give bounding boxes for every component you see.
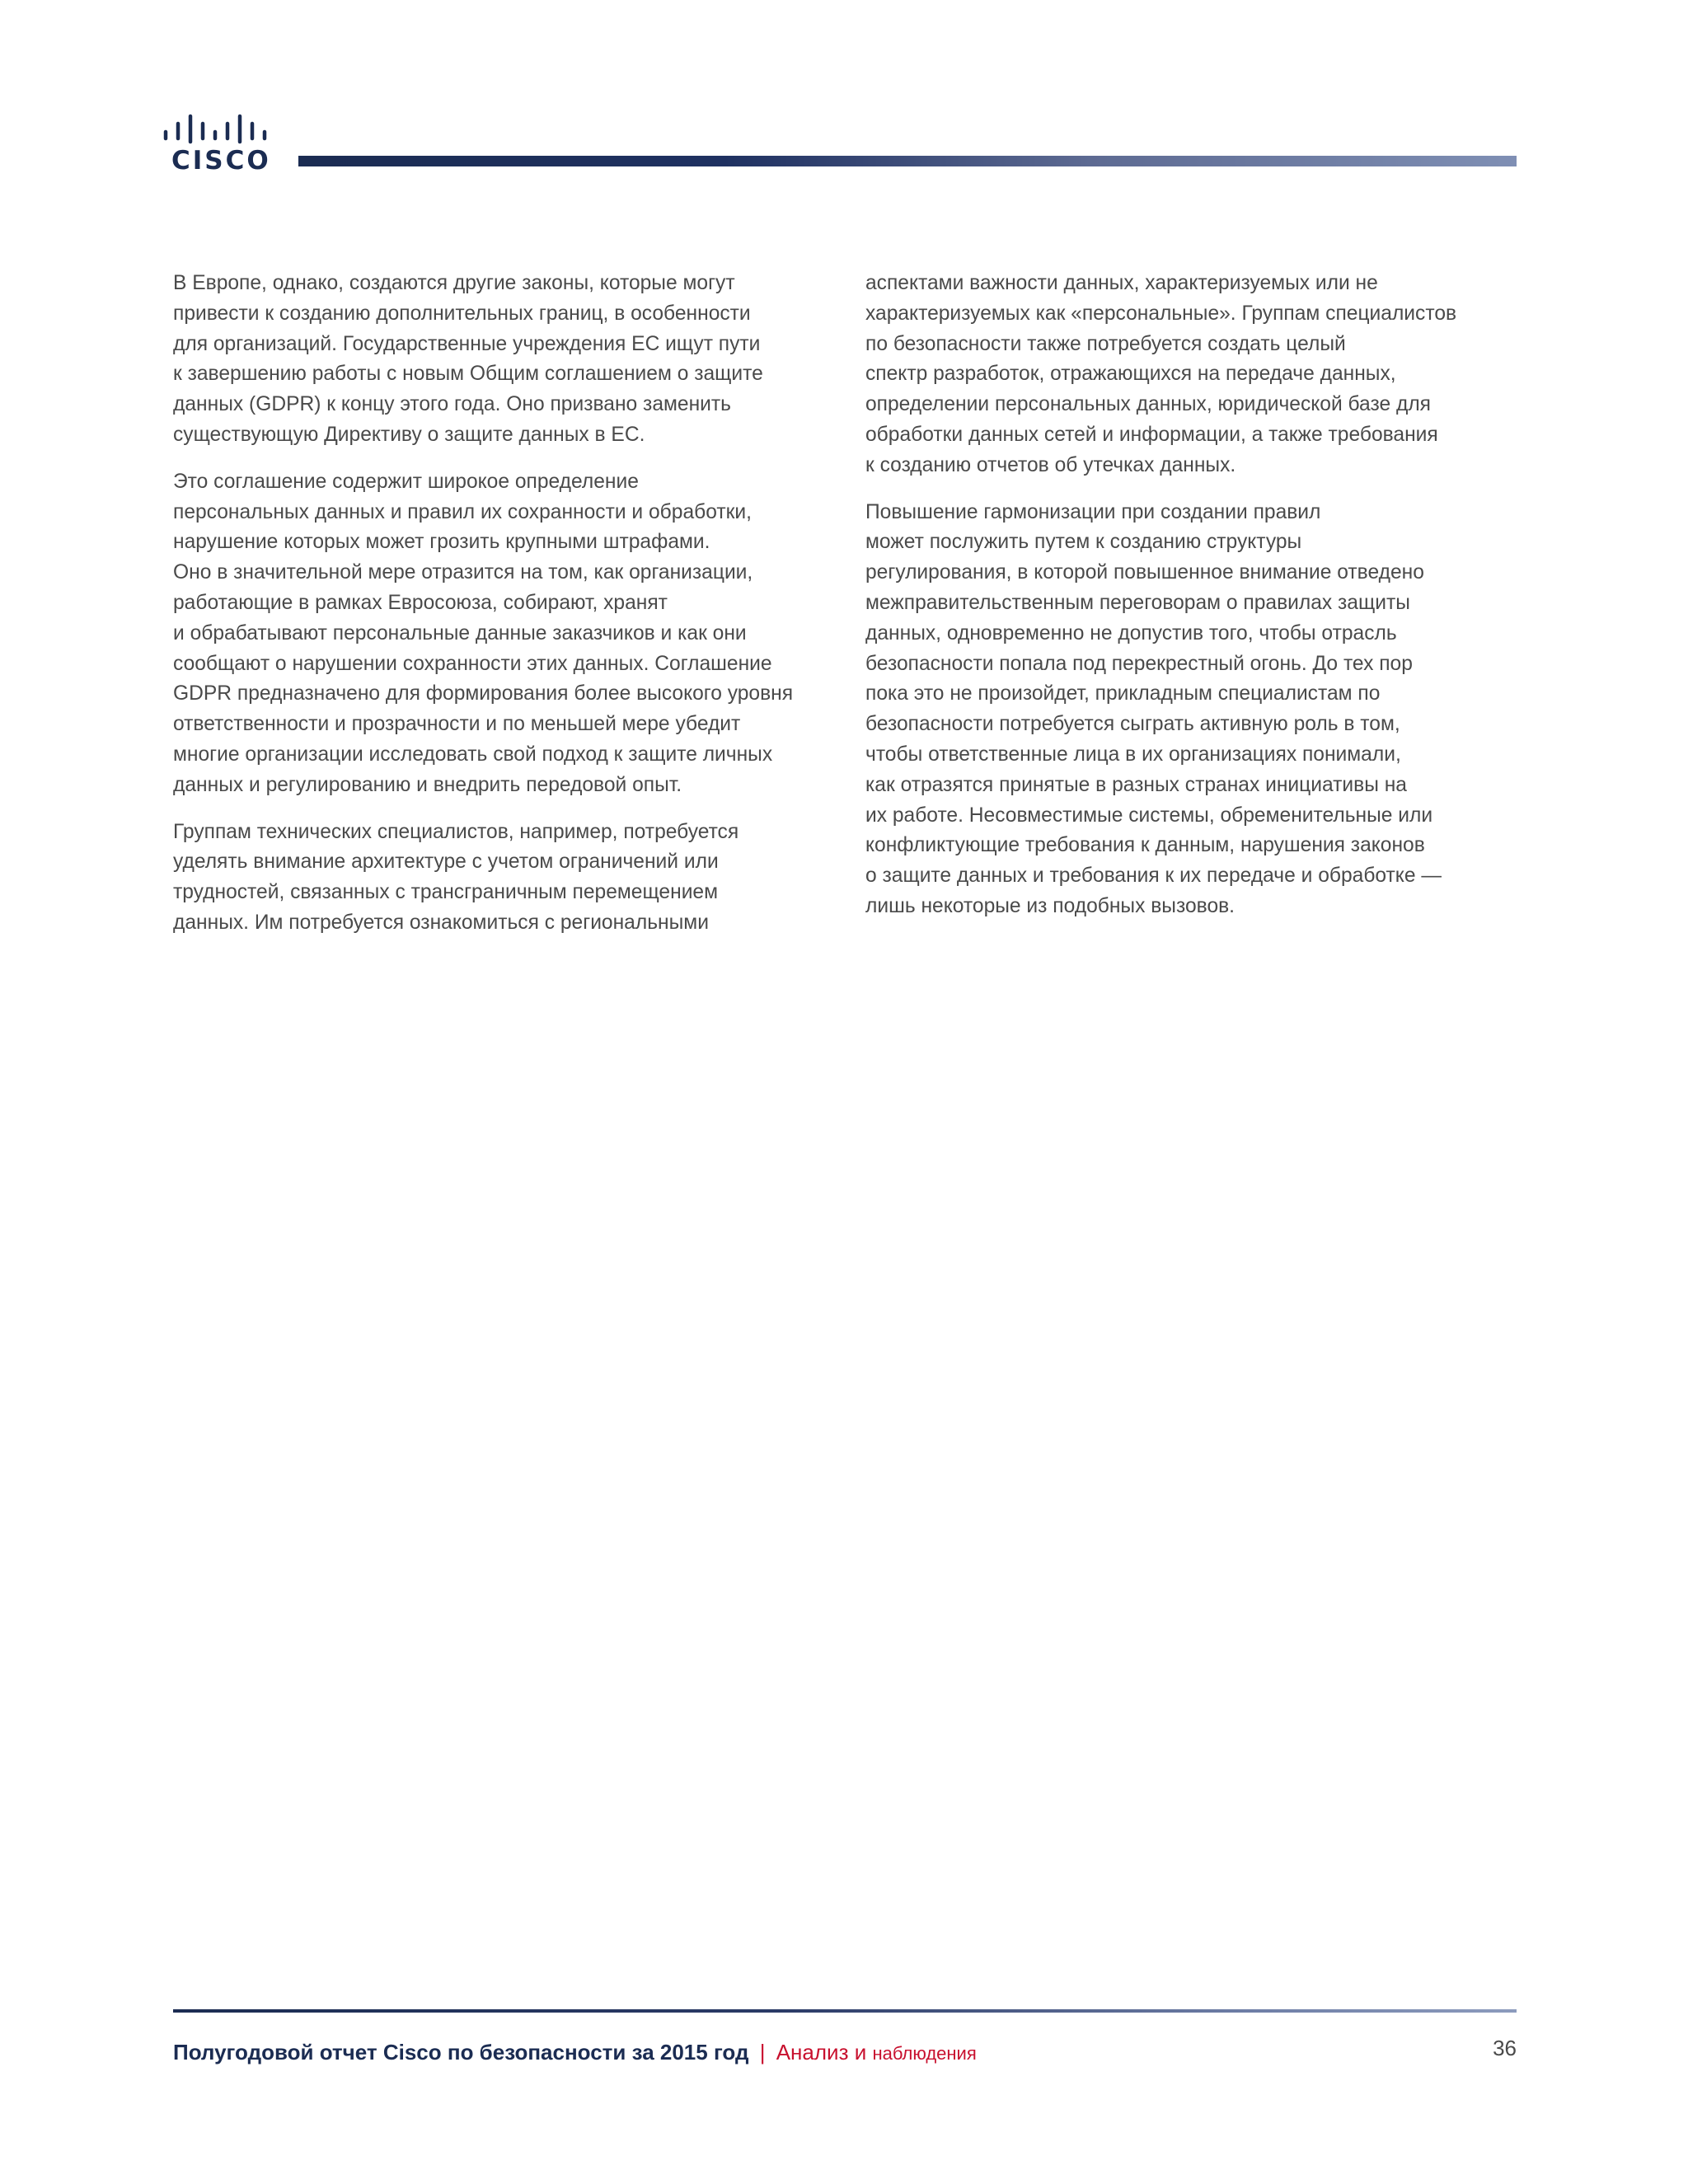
left-column <box>173 269 824 955</box>
cisco-logo <box>163 114 274 176</box>
section-name-part-2: наблюдения <box>872 2043 977 2064</box>
body-columns <box>173 269 1517 1010</box>
report-title: Полугодовой отчет Cisco по безопасности за 2015 год <box>173 2040 749 2064</box>
page-header <box>163 107 1517 176</box>
footer-gradient-rule <box>173 2009 1517 2013</box>
section-name-part-1: Анализ и <box>776 2040 867 2064</box>
paragraph: Группам технических специалистов, например, потребуется уделять внимание архитектуре с учетом ограничений или трудностей, связанных с трансграничным перемещением данных. Им потребуется ознакомиться с региональными <box>173 820 739 934</box>
header-gradient-rule <box>298 156 1517 166</box>
cisco-bridge-icon <box>163 114 272 145</box>
paragraph: аспектами важности данных, характеризуемых или не характеризуемых как «персональные». Группам специалистов по безопасности также потребуется создать целый спектр разработок, отражающихся на передаче данных, определении персональных данных, юридической базе для обработки данных сетей и информации, а также требования к созданию отчетов об утечках данных. <box>865 272 1457 476</box>
page-number: 36 <box>1493 2036 1517 2060</box>
paragraph: В Европе, однако, создаются другие законы, которые могут привести к созданию дополнительных границ, в особенности для организаций. Государственные учреждения ЕС ищут пути к завершению работы с новым Общим соглашением о защите данных (GDPR) к концу этого года. Оно призвано заменить существующую Директиву о защите данных в ЕС. <box>173 272 763 446</box>
cisco-wordmark: CISCO <box>171 146 271 176</box>
footer-separator: | <box>759 2040 766 2064</box>
page-footer <box>173 2037 1517 2070</box>
paragraph: Повышение гармонизации при создании правил может послужить путем к созданию структуры регулирования, в которой повышенное внимание отведено межправительственным переговорам о правилах защиты данных, одновременно не допустив того, чтобы отрасль безопасности попала под перекрестный огонь. До тех пор пока это не произойдет, прикладным специалистам по безопасности потребуется сыграть активную роль в том, чтобы ответственные лица в их организациях понимали, как отразятся принятые в разных странах инициативы на их работе. Несовместимые системы, обременительные или конфликтующие требования к данным, нарушения законов о защите данных и требования к их передаче и обработке — лишь некоторые из подобных вызовов. <box>865 500 1442 917</box>
right-column <box>865 269 1517 939</box>
paragraph: Это соглашение содержит широкое определение персональных данных и правил их сохранности и обработки, нарушение которых может грозить крупными штрафами. Оно в значительной мере отразится на том, как организации, работающие в рамках Евросоюза, собирают, хранят и обрабатывают персональные данные заказчиков и как они сообщают о нарушении сохранности этих данных. Соглашение GDPR предназначено для формирования более высокого уровня ответственности и прозрачности и по меньшей мере убедит многие организации исследовать свой подход к защите личных данных и регулированию и внедрить передовой опыт. <box>173 470 794 796</box>
